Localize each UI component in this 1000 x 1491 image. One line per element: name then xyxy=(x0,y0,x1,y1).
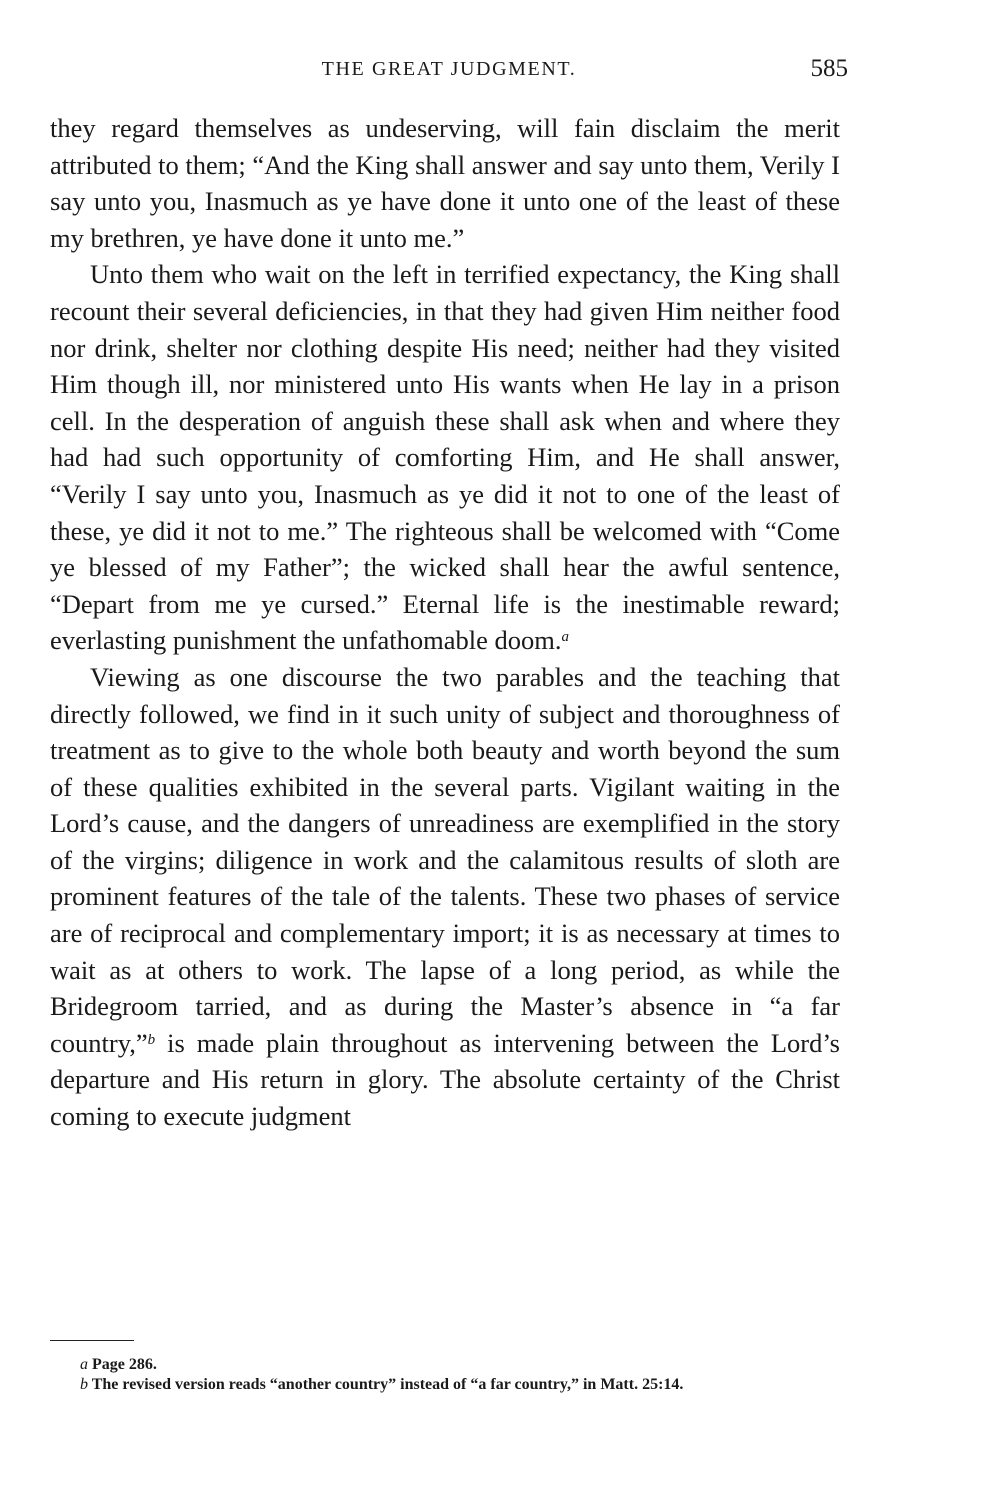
footnote-ref-a: a xyxy=(561,629,569,646)
footnote: b The revised version reads “another country” instead of “a far country,” in Matt. 25:14. xyxy=(80,1376,684,1393)
footnotes xyxy=(50,1357,840,1397)
footnote: a Page 286. xyxy=(80,1356,157,1373)
page-header xyxy=(50,52,848,86)
paragraph: Unto them who wait on the left in terrified expectancy, the King shall recount their several deficiencies, in that they had given Him neither food nor drink, shelter nor clothing despite His need; neither had they visited Him though ill, nor ministered unto His wants when He lay in a prison cell. In the desperation of anguish these shall ask when and where they had had such opportunity of comforting Him, and He shall answer, “Verily I say unto you, Inasmuch as ye did it not to one of the least of these, ye did it not to me.” The righteous shall be welcomed with “Come ye blessed of my Father”; the wicked shall hear the awful sentence, “Depart from me ye cursed.” Eternal life is the inestimable reward; everlasting punishment the unfathomable doom.$^a$ xyxy=(50,259,840,656)
page-number: 585 xyxy=(810,55,848,82)
paragraph: they regard themselves as undeserving, will fain disclaim the merit attributed to them; “And the King shall answer and say unto them, Verily I say unto you, Inasmuch as ye have done it unto one of the least of these my brethren, ye have done it unto me.” xyxy=(50,113,840,253)
footnote-ref-b: b xyxy=(147,1031,156,1048)
footnote-mark: b xyxy=(80,1376,88,1393)
paragraph: Viewing as one discourse the two parables and the teaching that directly followed, we find in it such unity of subject and thoroughness of treatment as to give to the whole both beauty and worth beyond the sum of these qualities exhibited in the several parts. Vigilant waiting in the Lord’s cause, and the dangers of unreadiness are exemplified in the story of the virgins; diligence in work and the calamitous results of sloth are prominent features of the tale of the talents. These two phases of service are of reciprocal and complementary import; it is as necessary at times to wait as at others to work. The lapse of a long period, as while the Bridegroom tarried, and as during the Master’s absence in “a far country,”$^b$ is made plain throughout as intervening between the Lord’s departure and His return in glory. The absolute certainty of the Christ coming to execute judgment xyxy=(50,661,840,1132)
body-text xyxy=(50,110,840,1135)
footnote-mark: a xyxy=(80,1356,88,1373)
running-title: THE GREAT JUDGMENT. xyxy=(321,58,577,80)
footnote-divider xyxy=(50,1340,134,1341)
